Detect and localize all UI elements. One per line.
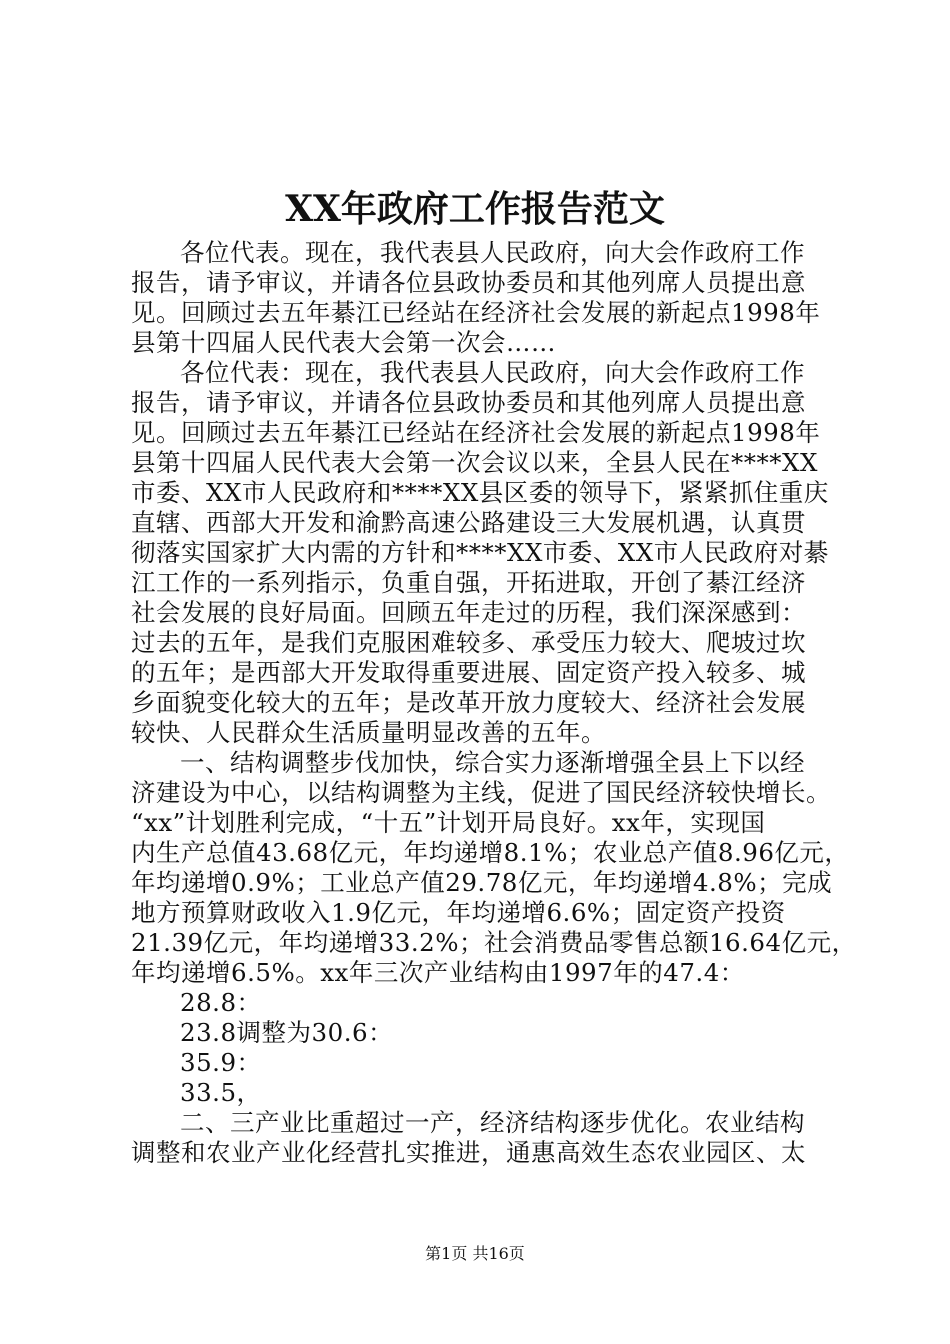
text-line: 年均递增6.5%。xx年三次产业结构由1997年的47.4：: [131, 958, 745, 987]
text-line: 乡面貌变化较大的五年；是改革开放力度较大、经济社会发展: [131, 688, 806, 717]
text-line: 彻落实国家扩大内需的方针和****XX市委、XX市人民政府对綦: [131, 538, 829, 567]
text-line: 社会发展的良好局面。回顾五年走过的历程，我们深深感到：: [131, 598, 806, 627]
text-line: 市委、XX市人民政府和****XX县区委的领导下，紧紧抓住重庆: [131, 478, 829, 507]
text-line: 江工作的一系列指示，负重自强，开拓进取，开创了綦江经济: [131, 568, 806, 597]
text-line: “xx”计划胜利完成，“十五”计划开局良好。xx年，实现国: [131, 808, 766, 837]
text-line: 二、三产业比重超过一产，经济结构逐步优化。农业结构: [180, 1108, 805, 1137]
text-line: 各位代表：现在，我代表县人民政府，向大会作政府工作: [180, 358, 805, 387]
text-line: 过去的五年，是我们克服困难较多、承受压力较大、爬坡过坎: [131, 628, 806, 657]
text-line: 调整和农业产业化经营扎实推进，通惠高效生态农业园区、太: [131, 1138, 806, 1167]
text-line: 各位代表。现在，我代表县人民政府，向大会作政府工作: [180, 238, 805, 267]
text-line: 报告，请予审议，并请各位县政协委员和其他列席人员提出意: [131, 388, 806, 417]
text-line: 县第十四届人民代表大会第一次会……: [131, 328, 556, 357]
text-line: 较快、人民群众生活质量明显改善的五年。: [131, 718, 606, 747]
text-line: 内生产总值43.68亿元，年均递增8.1%；农业总产值8.96亿元，: [131, 838, 850, 867]
text-line: 见。回顾过去五年綦江已经站在经济社会发展的新起点1998年: [131, 298, 821, 327]
text-line: 23.8调整为30.6：: [180, 1018, 394, 1047]
text-line: 济建设为中心，以结构调整为主线，促进了国民经济较快增长。: [131, 778, 831, 807]
text-line: 年均递增0.9%；工业总产值29.78亿元，年均递增4.8%；完成: [131, 868, 833, 897]
text-line: 的五年；是西部大开发取得重要进展、固定资产投入较多、城: [131, 658, 806, 687]
page-footer: 第1页 共16页: [425, 1244, 525, 1263]
text-line: 28.8：: [180, 988, 262, 1017]
text-line: 一、结构调整步伐加快，综合实力逐渐增强全县上下以经: [180, 748, 805, 777]
text-line: 35.9：: [180, 1048, 262, 1077]
document-title: XX年政府工作报告范文: [285, 188, 665, 230]
text-line: 县第十四届人民代表大会第一次会议以来，全县人民在****XX: [131, 448, 818, 477]
text-line: 21.39亿元，年均递增33.2%；社会消费品零售总额16.64亿元，: [131, 928, 857, 957]
text-line: 直辖、西部大开发和渝黔高速公路建设三大发展机遇，认真贯: [131, 508, 806, 537]
document-body: [131, 238, 857, 1168]
text-line: 见。回顾过去五年綦江已经站在经济社会发展的新起点1998年: [131, 418, 821, 447]
text-line: 33.5，: [180, 1078, 262, 1107]
text-line: 地方预算财政收入1.9亿元，年均递增6.6%；固定资产投资: [131, 898, 786, 927]
text-line: 报告，请予审议，并请各位县政协委员和其他列席人员提出意: [131, 268, 806, 297]
